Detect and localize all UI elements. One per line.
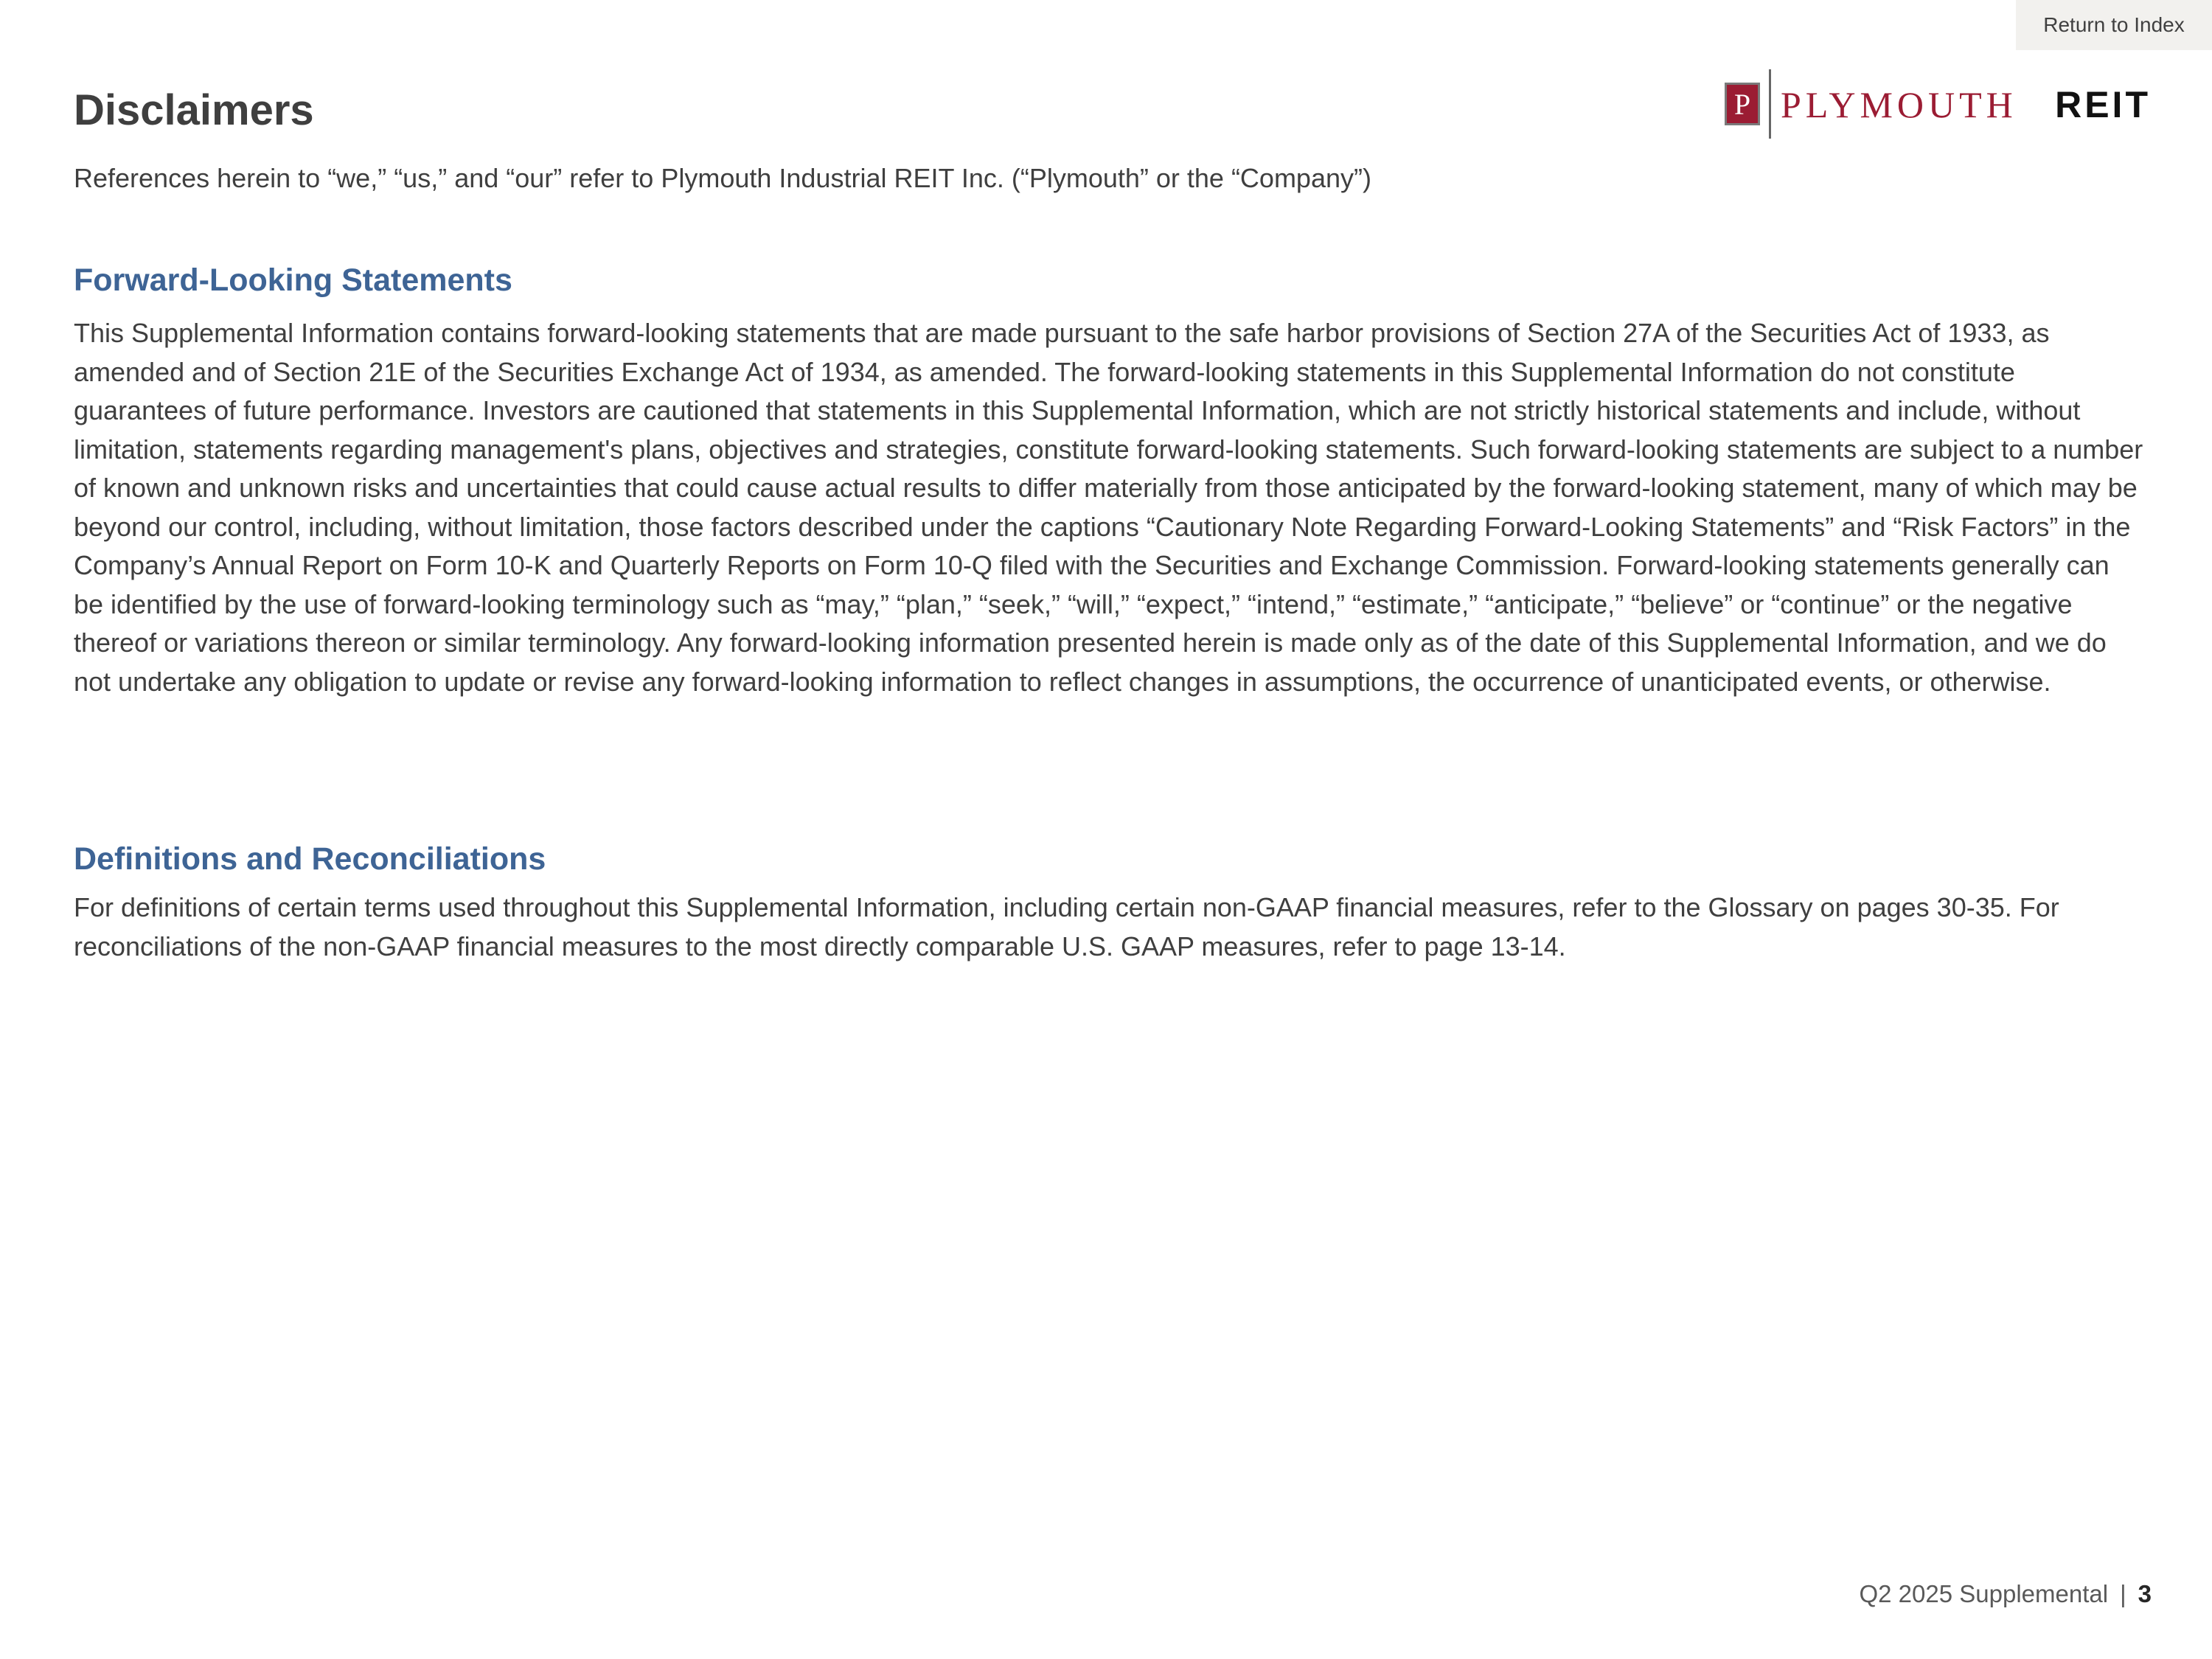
logo-mark-icon: P — [1725, 83, 1760, 125]
logo-divider — [1769, 69, 1771, 139]
logo-reit-text: REIT — [2055, 84, 2151, 125]
page-footer — [1859, 1578, 2152, 1610]
plymouth-reit-logo — [1723, 68, 2151, 140]
return-to-index-button[interactable]: Return to Index — [2016, 0, 2212, 50]
page-title: Disclaimers — [74, 86, 314, 134]
intro-text: References herein to “we,” “us,” and “our” refer to Plymouth Industrial REIT Inc. (“Plymouth” or the “Company”) — [74, 163, 1371, 193]
footer-separator: | — [2120, 1580, 2126, 1607]
logo-wordmark: PLYMOUTH — [1781, 84, 2017, 125]
definitions-body: For definitions of certain terms used throughout this Supplemental Information, including certain non-GAAP financial measures, refer to the Glossary on pages 30-35. For reconciliations of the non-GAAP financial measures to the most directly comparable U.S. GAAP measures, refer to page 13-14. — [74, 892, 2059, 961]
forward-looking-heading: Forward-Looking Statements — [74, 262, 512, 298]
forward-looking-body: This Supplemental Information contains forward-looking statements that are made pursuant to the safe harbor provisions of Section 27A of the Securities Act of 1933, as amended and of Section 21E of the Securities Exchange Act of 1934, as amended. The forward-looking statements in this Supplemental Information do not constitute guarantees of future performance. Investors are cautioned that statements in this Supplemental Information, which are not strictly historical statements and include, without limitation, statements regarding management's plans, objectives and strategies, constitute forward-looking statements. Such forward-looking statements are subject to a number of known and unknown risks and uncertainties that could cause actual results to differ materially from those anticipated by the forward-looking statement, many of which may be beyond our control, including, without limitation, those factors described under the captions “Cautionary Note Regarding Forward-Looking Statements” and “Risk Factors” in the Company’s Annual Report on Form 10-K and Quarterly Reports on Form 10-Q filed with the Securities and Exchange Commission. Forward-looking statements generally can be identified by the use of forward-looking terminology such as “may,” “plan,” “seek,” “will,” “expect,” “intend,” “estimate,” “anticipate,” “believe” or “continue” or the negative thereof or variations thereon or similar terminology. Any forward-looking information presented herein is made only as of the date of this Supplemental Information, and we do not undertake any obligation to update or revise any forward-looking information to reflect changes in assumptions, the occurrence of unanticipated events, or otherwise. — [74, 318, 2143, 697]
definitions-heading: Definitions and Reconciliations — [74, 841, 546, 877]
page-number: 3 — [2138, 1580, 2152, 1607]
footer-label: Q2 2025 Supplemental — [1859, 1580, 2109, 1607]
